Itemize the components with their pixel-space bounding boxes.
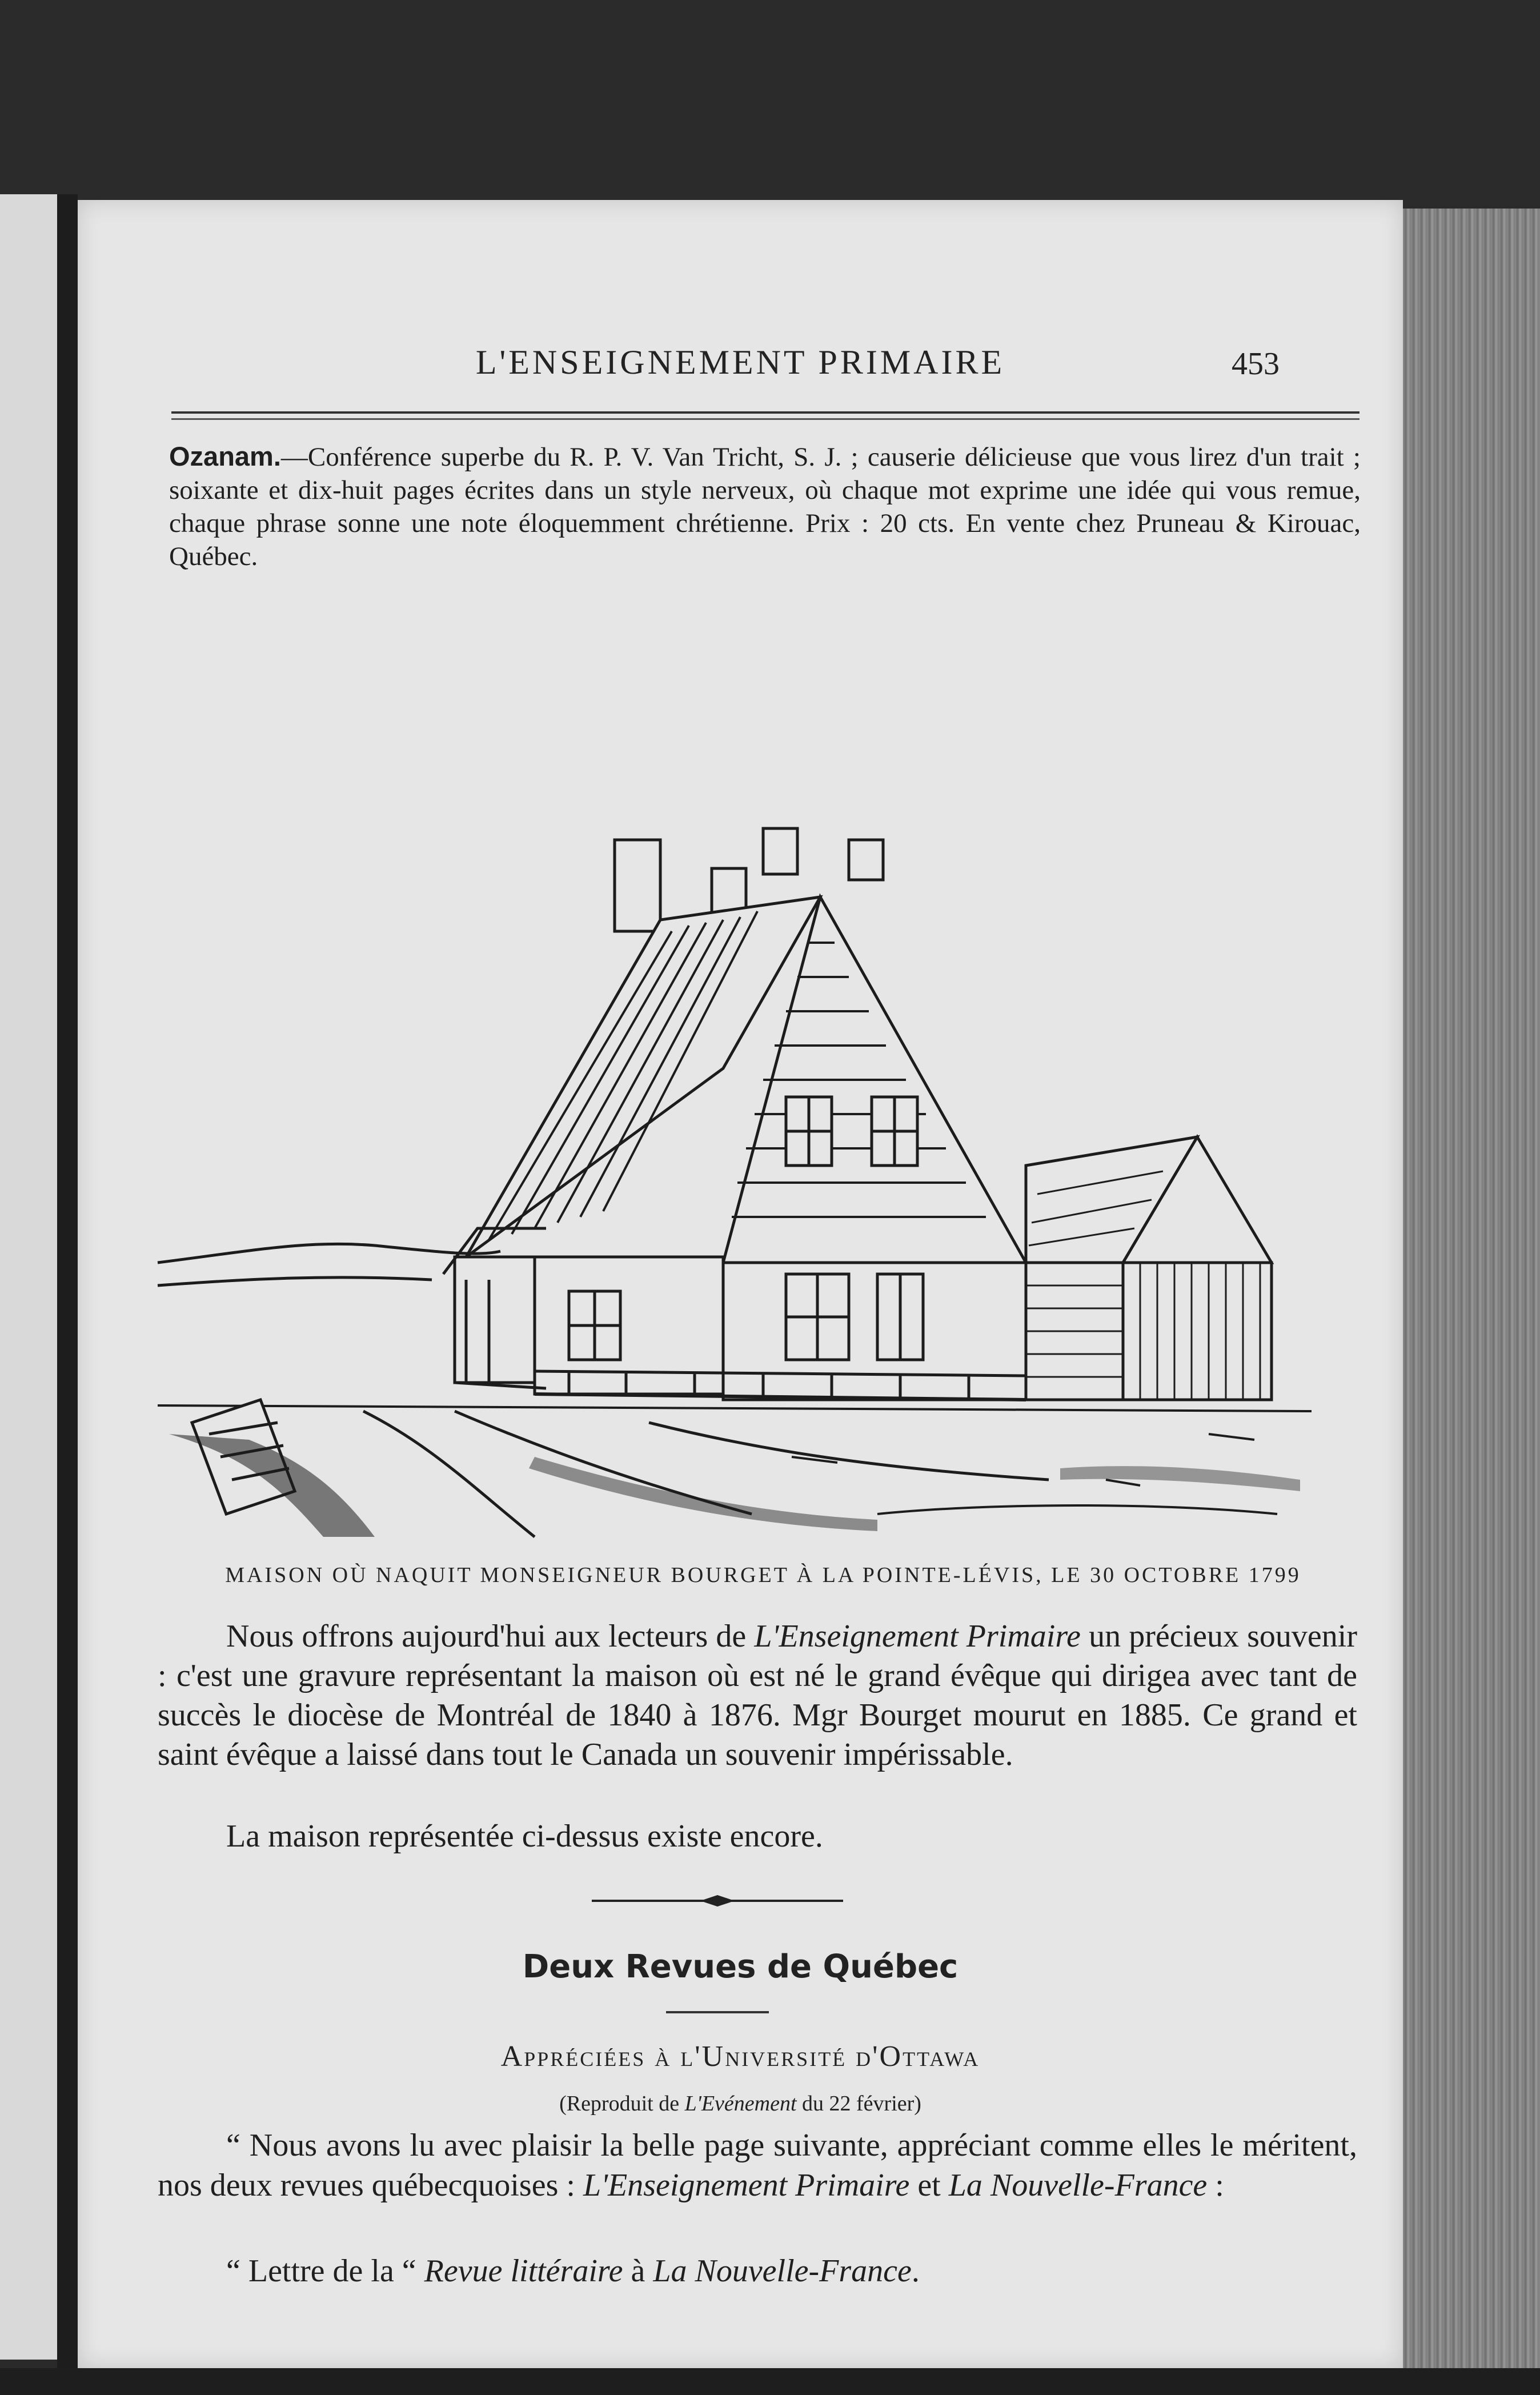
section-text: “ Lettre de la “	[226, 2253, 424, 2289]
section-text: à	[623, 2253, 653, 2289]
section-paragraph-2	[158, 2251, 1357, 2291]
section-subtitle: Appréciées à l'Université d'Ottawa	[500, 2040, 980, 2073]
journal-title: La Nouvelle-France	[653, 2253, 912, 2289]
section-ornament	[592, 1894, 843, 1908]
section-paragraph-1	[158, 2125, 1357, 2205]
section-text: .	[911, 2253, 920, 2289]
book-gutter	[57, 194, 78, 2377]
scanner-background-bottom	[0, 2368, 1540, 2395]
notice-text: —Conférence superbe du R. P. V. Van Tricht, S. J. ; causerie délicieuse que vous lirez d'un trait ; soixante et dix-huit pages écrites dans un style nerveux, où chaque mot exprime une idée qui vous remue, chaque phrase sonne une note éloquemment chrétienne. Prix : 20 cts. En vente chez Pruneau & Kirouac, Québec.	[169, 442, 1361, 571]
previous-page-edge	[0, 194, 62, 2360]
book-page	[78, 200, 1403, 2368]
running-header: L'ENSEIGNEMENT PRIMAIRE	[475, 343, 1005, 381]
book-page-edges	[1403, 209, 1540, 2368]
article-text: Nous offrons aujourd'hui aux lecteurs de	[226, 1619, 755, 1654]
house-engraving	[135, 623, 1363, 1548]
journal-title: L'Enseignement Primaire	[754, 1619, 1081, 1654]
article-text: un précieux souvenir : c'est une gravure représentant la maison où est né le grand évêque qui dirigea avec tant de succès le diocèse de Montréal de 1840 à 1876. Mgr Bourget mourut en 1885. Ce grand et saint évêque a laissé dans tout le Canada un souvenir impérissable.	[158, 1619, 1357, 1772]
figure-caption: MAISON OÙ NAQUIT MONSEIGNEUR BOURGET À LA POINTE-LÉVIS, LE 30 OCTOBRE 1799	[225, 1563, 1301, 1587]
section-title: Deux Revues de Québec	[522, 1948, 959, 1985]
section-text: :	[1207, 2168, 1224, 2203]
journal-title: L'Enseignement Primaire	[583, 2168, 910, 2203]
scanner-background-top	[0, 0, 1540, 206]
page-number: 453	[1232, 346, 1280, 382]
reprint-text: du 22 février)	[796, 2092, 921, 2116]
journal-title: Revue littéraire	[424, 2253, 623, 2289]
ozanam-notice	[169, 440, 1361, 573]
journal-title: La Nouvelle-France	[948, 2168, 1208, 2203]
section-text: “ Nous avons lu avec plaisir la belle page suivante, appréciant comme elles le méritent, nos deux revues québecquoises :	[158, 2128, 1357, 2203]
newspaper-title: L'Evénement	[684, 2092, 797, 2116]
reprint-note	[78, 2091, 1403, 2116]
notice-lead: Ozanam.	[169, 441, 281, 471]
title-rule	[666, 2011, 769, 2013]
article-paragraph-2: La maison représentée ci-dessus existe encore.	[226, 1819, 823, 1854]
header-rule	[171, 411, 1359, 420]
section-text: et	[909, 2168, 949, 2203]
reprint-text: (Reproduit de	[559, 2092, 685, 2116]
article-paragraph-1	[158, 1617, 1357, 1775]
